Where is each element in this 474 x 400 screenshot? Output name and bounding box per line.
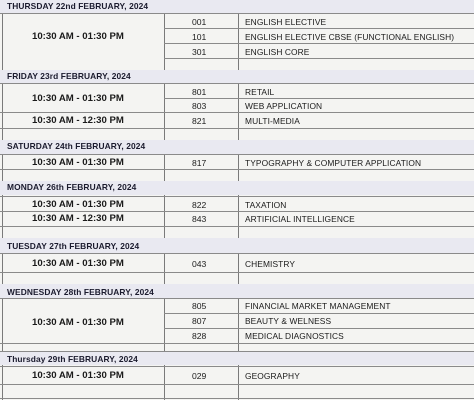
subject-name: WEB APPLICATION [245, 101, 323, 111]
row-rule [0, 253, 474, 254]
date-header-friday-23 [0, 70, 474, 83]
row-rule [164, 58, 474, 59]
subject-code: 821 [192, 116, 207, 126]
row-rule [0, 226, 474, 227]
row-rule [0, 112, 474, 113]
row-rule [0, 398, 474, 399]
row-rule [0, 128, 474, 129]
date-label: TUESDAY 27th FEBRUARY, 2024 [7, 241, 140, 251]
row-rule [0, 154, 474, 155]
exam-time: 10:30 AM - 01:30 PM [32, 31, 124, 42]
subject-name: GEOGRAPHY [245, 371, 300, 381]
exam-time: 10:30 AM - 01:30 PM [32, 199, 124, 210]
row-rule [164, 98, 474, 99]
exam-time: 10:30 AM - 01:30 PM [32, 370, 124, 381]
subject-name: TAXATION [245, 200, 287, 210]
row-rule [0, 366, 474, 367]
row-rule [0, 343, 474, 344]
subject-code: 043 [192, 259, 207, 269]
table-border-left [2, 0, 3, 400]
exam-time: 10:30 AM - 01:30 PM [32, 157, 124, 168]
date-label: THURSDAY 22nd FEBRUARY, 2024 [7, 1, 149, 11]
exam-time: 10:30 AM - 12:30 PM [32, 115, 124, 126]
subject-name: ENGLISH ELECTIVE [245, 17, 327, 27]
subject-name: ARTIFICIAL INTELLIGENCE [245, 214, 355, 224]
date-label: MONDAY 26th FEBRUARY, 2024 [7, 182, 137, 192]
date-label: FRIDAY 23rd FEBRUARY, 2024 [7, 71, 131, 81]
subject-name: CHEMISTRY [245, 259, 296, 269]
exam-time: 10:30 AM - 01:30 PM [32, 258, 124, 269]
date-header-saturday-24 [0, 140, 474, 154]
row-rule [0, 211, 474, 212]
row-rule [0, 351, 474, 352]
exam-time: 10:30 AM - 01:30 PM [32, 93, 124, 104]
row-rule [0, 83, 474, 84]
date-header-wednesday-28 [0, 284, 474, 298]
subject-code: 803 [192, 101, 207, 111]
row-rule [0, 169, 474, 170]
subject-name: RETAIL [245, 87, 275, 97]
row-rule [164, 28, 474, 29]
row-rule [0, 13, 474, 14]
subject-name: FINANCIAL MARKET MANAGEMENT [245, 301, 391, 311]
exam-time: 10:30 AM - 12:30 PM [32, 213, 124, 224]
exam-time: 10:30 AM - 01:30 PM [32, 317, 124, 328]
date-label: SATURDAY 24th FEBRUARY, 2024 [7, 141, 146, 151]
subject-code: 301 [192, 47, 207, 57]
date-header-tuesday-27 [0, 238, 474, 253]
subject-code: 801 [192, 87, 207, 97]
row-rule [0, 298, 474, 299]
subject-code: 807 [192, 316, 207, 326]
subject-code: 828 [192, 331, 207, 341]
subject-code: 817 [192, 158, 207, 168]
subject-code: 805 [192, 301, 207, 311]
date-header-thursday-29 [0, 351, 474, 365]
subject-name: MEDICAL DIAGNOSTICS [245, 331, 344, 341]
date-label: Thursday 29th FEBRUARY, 2024 [7, 354, 138, 364]
row-rule [0, 272, 474, 273]
subject-code: 843 [192, 214, 207, 224]
subject-name: MULTI-MEDIA [245, 116, 300, 126]
column-divider-code [238, 0, 239, 400]
subject-code: 001 [192, 17, 207, 27]
subject-name: TYPOGRAPHY & COMPUTER APPLICATION [245, 158, 422, 168]
subject-code: 101 [192, 32, 207, 42]
date-label: WEDNESDAY 28th FEBRUARY, 2024 [7, 287, 154, 297]
date-header-monday-26 [0, 181, 474, 195]
row-rule [164, 328, 474, 329]
subject-name: BEAUTY & WELNESS [245, 316, 332, 326]
subject-code: 822 [192, 200, 207, 210]
row-rule [0, 384, 474, 385]
subject-name: ENGLISH ELECTIVE CBSE (FUNCTIONAL ENGLISH) [245, 32, 455, 42]
row-rule [164, 313, 474, 314]
date-header-thursday-22 [0, 0, 474, 13]
row-rule [164, 43, 474, 44]
row-rule [0, 196, 474, 197]
subject-code: 029 [192, 371, 207, 381]
subject-name: ENGLISH CORE [245, 47, 310, 57]
